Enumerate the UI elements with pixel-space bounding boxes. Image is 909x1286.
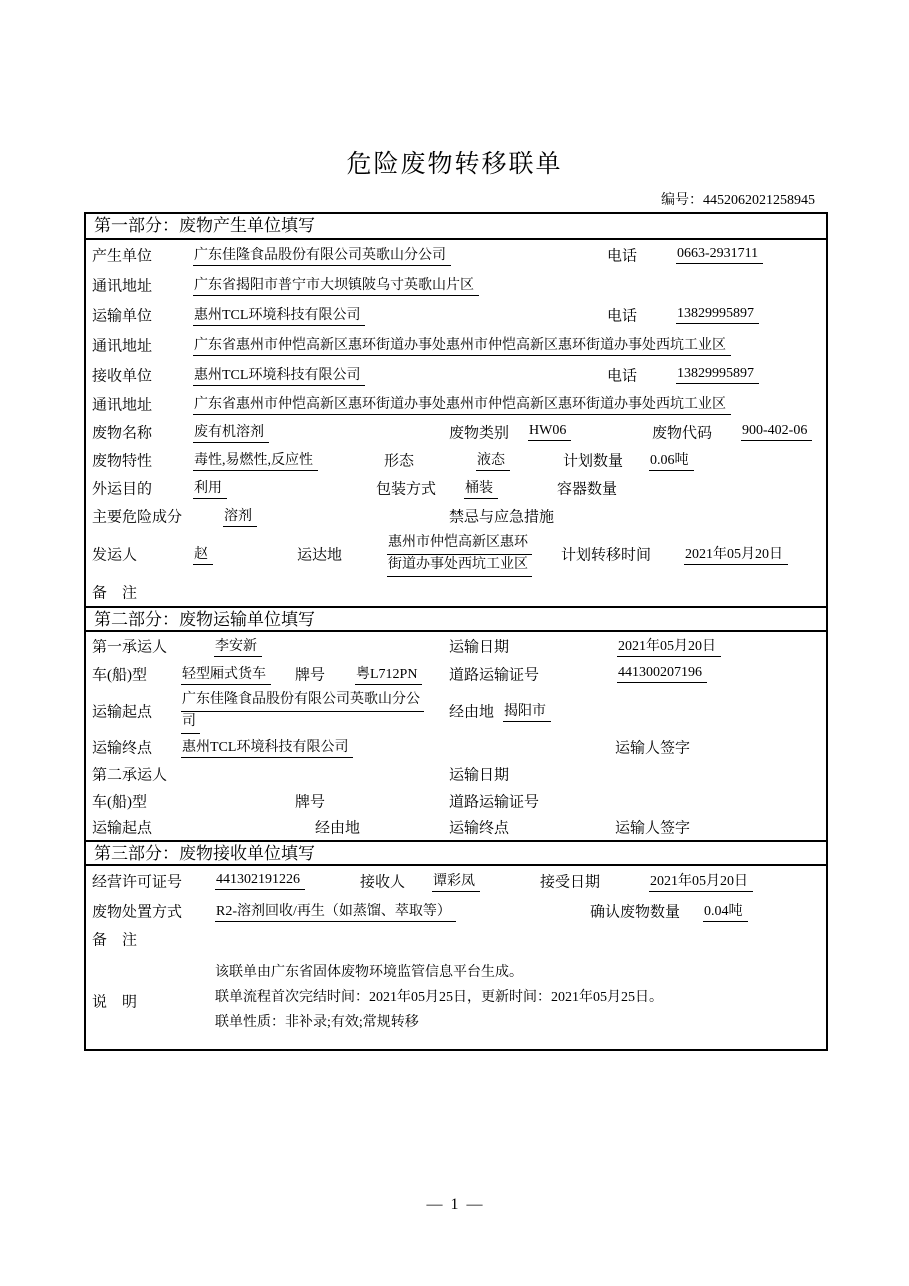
confirm-qty-label: 确认废物数量 [590, 904, 681, 920]
doc-number [0, 189, 909, 209]
origin1-label: 运输起点 [92, 704, 153, 721]
disposal-value: R2-溶剂回收/再生（如蒸馏、萃取等） [215, 900, 456, 922]
section2-header: 第二部分：废物运输单位填写 [86, 606, 826, 632]
transporter-value: 惠州TCL环境科技有限公司 [193, 304, 365, 326]
doc-number-label: 编号： [661, 193, 703, 208]
waste-category-value: HW06 [528, 423, 571, 441]
receiver-phone-label: 电话 [607, 368, 638, 384]
producer-value: 广东佳隆食品股份有限公司英歌山分公司 [193, 244, 451, 266]
via1-label: 经由地 [449, 704, 495, 721]
section3-header: 第三部分：废物接收单位填写 [86, 840, 826, 866]
waste-name-value: 废有机溶剂 [193, 421, 269, 443]
row-producer [86, 240, 826, 270]
transporter-phone-label: 电话 [607, 308, 638, 325]
row-notes [86, 953, 826, 1049]
transport-date1-label: 运输日期 [449, 639, 510, 656]
row-carrier2 [86, 760, 826, 787]
row-sender [86, 530, 826, 578]
road-cert1-label: 道路运输证号 [449, 667, 540, 684]
row-end1 [86, 734, 826, 760]
row-producer-address [86, 270, 826, 300]
end1-value: 惠州TCL环境科技有限公司 [181, 736, 353, 758]
note-line2: 联单流程首次完结时间：2021年05月25日，更新时间：2021年05月25日。 [215, 990, 663, 1005]
plan-time-value: 2021年05月20日 [684, 543, 788, 565]
destination-line2: 街道办事处西坑工业区 [387, 555, 532, 577]
destination-value [387, 533, 532, 577]
hazard-value: 溶剂 [223, 505, 257, 527]
planned-qty-value: 0.06吨 [649, 449, 694, 471]
origin1-line2: 司 [181, 712, 200, 734]
plate1-label: 牌号 [295, 667, 326, 684]
end2-label: 运输终点 [449, 820, 510, 837]
receiver-value: 惠州TCL环境科技有限公司 [193, 364, 365, 386]
via1-value: 揭阳市 [503, 700, 551, 722]
row-vehicle1 [86, 660, 826, 688]
plan-time-label: 计划转移时间 [561, 547, 652, 564]
accept-date-value: 2021年05月20日 [649, 870, 753, 892]
row-waste-name [86, 418, 826, 446]
container-qty-label: 容器数量 [557, 481, 618, 498]
vehicle2-label: 车(船)型 [92, 794, 147, 810]
origin1-line1: 广东佳隆食品股份有限公司英歌山分公 [181, 690, 424, 712]
row-hazard [86, 502, 826, 530]
carrier1-value: 李安新 [214, 635, 262, 657]
sender-value: 赵 [193, 543, 213, 565]
producer-address-value: 广东省揭阳市普宁市大坝镇陂乌寸英歌山片区 [193, 274, 479, 296]
receiver-address-label: 通讯地址 [92, 397, 153, 413]
producer-phone-label: 电话 [607, 248, 638, 265]
transport-date1-value: 2021年05月20日 [617, 635, 721, 657]
via2-label: 经由地 [315, 820, 361, 837]
row-disposal [86, 896, 826, 925]
receiver-phone-value: 13829995897 [676, 366, 759, 384]
plate1-value: 粤L712PN [355, 663, 422, 685]
row-receiver-address [86, 389, 826, 418]
plate2-label: 牌号 [295, 794, 326, 810]
row-receiver [86, 360, 826, 389]
transporter-address-label: 通讯地址 [92, 338, 153, 355]
receiver-label: 接收单位 [92, 368, 153, 384]
purpose-value: 利用 [193, 477, 227, 499]
accept-date-label: 接受日期 [540, 874, 601, 891]
manifest-form [84, 212, 828, 1051]
row-section1-remark [86, 578, 826, 606]
row-origin2 [86, 814, 826, 840]
section3-remark-label: 备 注 [92, 932, 138, 949]
carrier1-label: 第一承运人 [92, 639, 168, 656]
destination-line1: 惠州市仲恺高新区惠环 [387, 533, 532, 555]
producer-label: 产生单位 [92, 248, 153, 265]
carrier2-label: 第二承运人 [92, 767, 168, 783]
section1-remark-label: 备 注 [92, 585, 138, 602]
waste-code-value: 900-402-06 [741, 423, 812, 441]
waste-name-label: 废物名称 [92, 425, 153, 442]
transport-date2-label: 运输日期 [449, 767, 510, 783]
doc-number-value: 4452062021258945 [703, 193, 815, 208]
waste-property-value: 毒性,易燃性,反应性 [193, 449, 318, 471]
sign2-label: 运输人签字 [615, 820, 691, 837]
page-title: 危险废物转移联单 [346, 151, 563, 178]
row-section3-remark [86, 925, 826, 953]
emergency-label: 禁忌与应急措施 [449, 509, 555, 526]
recipient-value: 谭彩凤 [432, 870, 480, 892]
transporter-label: 运输单位 [92, 308, 153, 325]
planned-qty-label: 计划数量 [563, 453, 624, 470]
transporter-phone-value: 13829995897 [676, 306, 759, 324]
row-waste-property [86, 446, 826, 474]
purpose-label: 外运目的 [92, 481, 153, 498]
notes-label: 说 明 [92, 994, 138, 1011]
recipient-label: 接收人 [360, 874, 406, 891]
sender-label: 发运人 [92, 547, 138, 564]
row-transporter [86, 300, 826, 330]
confirm-qty-value: 0.04吨 [703, 900, 748, 922]
page-number: — 1 — [426, 1196, 483, 1213]
packing-label: 包装方式 [376, 481, 437, 498]
row-license [86, 866, 826, 896]
row-carrier1 [86, 632, 826, 660]
license-value: 441302191226 [215, 872, 305, 890]
vehicle1-value: 轻型厢式货车 [181, 663, 271, 685]
receiver-address-value: 广东省惠州市仲恺高新区惠环街道办事处惠州市仲恺高新区惠环街道办事处西坑工业区 [193, 393, 731, 415]
note-line1: 该联单由广东省固体废物环境监管信息平台生成。 [215, 965, 523, 980]
note-line3: 联单性质：非补录;有效;常规转移 [215, 1015, 419, 1030]
form-value: 液态 [476, 449, 510, 471]
producer-phone-value: 0663-2931711 [676, 246, 763, 264]
vehicle1-label: 车(船)型 [92, 667, 147, 684]
producer-address-label: 通讯地址 [92, 278, 153, 295]
notes-block [215, 960, 663, 1035]
form-label: 形态 [384, 453, 415, 470]
disposal-label: 废物处置方式 [92, 904, 183, 920]
waste-category-label: 废物类别 [449, 425, 510, 442]
license-label: 经营许可证号 [92, 874, 183, 891]
row-purpose [86, 474, 826, 502]
destination-label: 运达地 [297, 547, 343, 564]
end1-label: 运输终点 [92, 740, 153, 757]
waste-code-label: 废物代码 [652, 425, 713, 442]
waste-property-label: 废物特性 [92, 453, 153, 470]
transporter-address-value: 广东省惠州市仲恺高新区惠环街道办事处惠州市仲恺高新区惠环街道办事处西坑工业区 [193, 334, 731, 356]
row-vehicle2 [86, 787, 826, 814]
hazard-label: 主要危险成分 [92, 509, 183, 526]
row-transporter-address [86, 330, 826, 360]
packing-value: 桶装 [464, 477, 498, 499]
section1-header: 第一部分：废物产生单位填写 [86, 214, 826, 240]
road-cert1-value: 441300207196 [617, 665, 707, 683]
sign1-label: 运输人签字 [615, 740, 691, 757]
row-origin1 [86, 688, 826, 734]
origin2-label: 运输起点 [92, 820, 153, 837]
origin1-value [181, 690, 424, 734]
road-cert2-label: 道路运输证号 [449, 794, 540, 810]
